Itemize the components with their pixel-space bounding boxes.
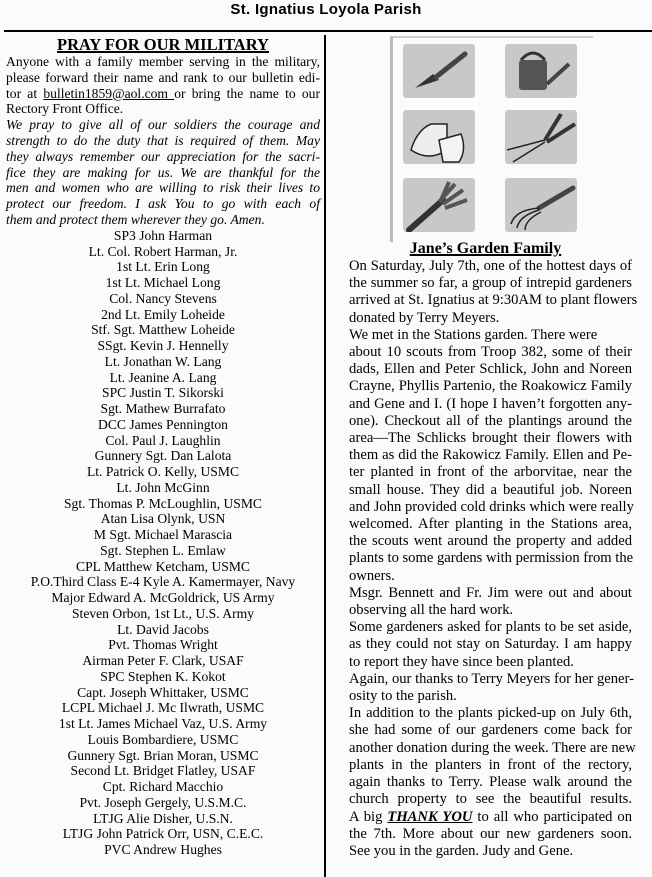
article-line: about 10 scouts from Troop 382, some of their [349,344,632,361]
garden-section [349,240,638,860]
service-member-name: Sgt. Mathew Burrafato [100,401,226,417]
service-member-name: Lt. David Jacobs [117,621,209,637]
article-line: ter planted in front of the arborvitae, near the [349,464,632,481]
article-line: Again, our thanks to Terry Meyers for her gener- [349,670,634,687]
article-line: Crayne, Phyllis Partenio, the Roakowicz Family [349,378,632,395]
article-line: plants in the planters in front of the rectory, [349,756,632,773]
article-line: observing all the hard work. [349,602,514,619]
military-heading: PRAY FOR OUR MILITARY [57,35,269,54]
service-member-name: M Sgt. Michael Marascia [93,527,233,543]
article-line: again thanks to Terry. Please walk around the [349,774,632,791]
service-member-name: 2nd Lt. Emily Loheide [101,306,225,322]
service-member-name: SPC Stephen K. Kokot [100,668,226,684]
prayer-line: them and protect them wherever they go. Amen. [6,211,265,227]
service-member-name: Lt. John McGinn [116,479,210,495]
thank-you-emphasis: THANK YOU [387,808,473,825]
article-line: osity to the parish. [349,688,457,705]
article-line: arrived at St. Ignatius at 9:30AM to plant flowers [349,292,638,309]
hand-rake-icon [403,178,475,232]
prayer-line: protect our freedom. I ask You to go with each of [6,196,320,212]
article-line: to report they have since been planted. [349,653,574,670]
article-line: the scouts went around the property and added [349,533,632,550]
prayer-line: We pray to give all of our soldiers the courage and [6,117,320,133]
gloves-icon [403,110,475,164]
service-member-name: Gunnery Sgt. Dan Lalota [94,448,232,464]
email-link[interactable]: bulletin1859@aol.com [43,85,175,101]
article-line: area—The Schlicks brought their flowers with [349,430,632,447]
intro-line: tor at bulletin1859@aol.com or bring the name to our [6,85,321,101]
service-member-name: 1st Lt. Erin Long [116,259,210,275]
prayer-line: men and women who are willing to risk their lives to [6,180,320,196]
article-line: the summer so far, a group of intrepid gardeners [349,275,632,292]
service-member-name: Sgt. Stephen L. Emlaw [100,542,226,558]
service-member-name: LTJG Alie Disher, U.S.N. [93,810,233,826]
column-divider [324,35,326,877]
article-line: dads, Ellen and Peter Schlick, John and Noreen [349,361,632,378]
service-member-name: Airman Peter F. Clark, USAF [82,653,244,669]
service-member-name: Pvt. Joseph Gergely, U.S.M.C. [79,794,247,810]
pruning-shears-icon [505,110,577,164]
garden-heading: Jane’s Garden Family [409,240,562,257]
thank-you-line: A big THANK YOU to all who participated on [349,808,632,825]
military-intro [6,54,320,228]
article-line: owners. [349,567,395,584]
trowel-icon [403,44,475,98]
prayer-line: they always remember our appreciation for the sacri- [6,148,320,164]
service-member-name: Gunnery Sgt. Brian Moran, USMC [67,747,259,763]
service-member-name: PVC Andrew Hughes [104,842,222,858]
service-member-name: LCPL Michael J. Mc Ilwrath, USMC [61,700,265,716]
article-line: welcomed. After planting in the Stations area, [349,516,632,533]
article-line: plants to some gardens with permission from the [349,550,634,567]
article-line: and John provided cold drinks which were really [349,498,634,515]
service-member-name: SPC Justin T. Sikorski [102,385,224,401]
cultivator-icon [505,178,577,232]
military-section [6,36,320,858]
page-title: St. Ignatius Loyola Parish [230,1,422,18]
service-member-name: SSgt. Kevin J. Hennelly [97,338,229,354]
intro-line: Anyone with a family member serving in the military, [6,54,320,69]
header-rule [4,30,652,32]
article-line: Msgr. Bennett and Fr. Jim were out and about [349,584,632,601]
article-line: donated by Terry Meyers. [349,309,500,326]
names-list [6,228,320,858]
service-member-name: CPL Matthew Ketcham, USMC [76,558,250,574]
article-line: small house. They did a beautiful job. Noreen [349,481,632,498]
prayer-line: strength to do the duty that is required of them. May [6,132,320,148]
prayer-line: fice they are making for us. We are thankful for the [6,164,320,180]
article-line: them as did the Rakowicz Family. Ellen and Pe- [349,447,632,464]
article-line: We met in the Stations garden. There were [349,326,598,343]
article-line: Some gardeners asked for plants to be set aside, [349,619,632,636]
service-member-name: Capt. Joseph Whittaker, USMC [77,684,249,700]
service-member-name: SP3 John Harman [113,227,213,243]
article-line: the 7th. More about our new gardeners soon. [349,825,632,842]
service-member-name: DCC James Pennington [98,416,228,432]
garden-tools-illustration [390,36,593,242]
service-member-name: Louis Bombardiere, USMC [87,731,239,747]
service-member-name: P.O.Third Class E-4 Kyle A. Kamermayer, Navy [30,574,296,590]
article-line: she had some of our gardeners come back for [349,722,632,739]
article-line: another donation during the week. There are new [349,739,636,756]
service-member-name: Lt. Patrick O. Kelly, USMC [86,464,240,480]
intro-line: Rectory Front Office. [6,101,124,117]
service-member-name: Stf. Sgt. Matthew Loheide [91,322,235,338]
watering-can-icon [505,44,577,98]
article-line: one). Checkout all of the plantings around the [349,412,632,429]
service-member-name: Lt. Jonathan W. Lang [104,353,222,369]
service-member-name: Second Lt. Bridget Flatley, USAF [70,763,256,779]
article-line: church property to see the beautiful results. [349,791,632,808]
service-member-name: Col. Nancy Stevens [109,290,217,306]
article-line: In addition to the plants picked-up on July 6th, [349,705,632,722]
service-member-name: Lt. Jeanine A. Lang [109,369,217,385]
service-member-name: Sgt. Thomas P. McLoughlin, USMC [63,495,263,511]
service-member-name: Col. Paul J. Laughlin [105,432,221,448]
service-member-name: Atan Lisa Olynk, USN [100,511,226,527]
article-line: and Gene and I. (I hope I haven’t forgotten any- [349,395,632,412]
article-line: See you in the garden. Judy and Gene. [349,842,574,859]
service-member-name: Lt. Col. Robert Harman, Jr. [88,243,238,259]
garden-article [349,258,638,860]
service-member-name: LTJG John Patrick Orr, USN, C.E.C. [62,826,264,842]
article-line: On Saturday, July 7th, one of the hottest days of [349,258,632,274]
service-member-name: 1st Lt. James Michael Vaz, U.S. Army [58,716,268,732]
service-member-name: Cpt. Richard Macchio [102,779,224,795]
service-member-name: Pvt. Thomas Wright [108,637,218,653]
service-member-name: Steven Orbon, 1st Lt., U.S. Army [71,605,254,621]
service-member-name: Major Edward A. McGoldrick, US Army [51,590,275,606]
article-line: as they could not stay on Saturday. I am happy [349,636,632,653]
service-member-name: 1st Lt. Michael Long [105,275,221,291]
intro-line: please forward their name and rank to our bulletin edi- [6,69,320,85]
